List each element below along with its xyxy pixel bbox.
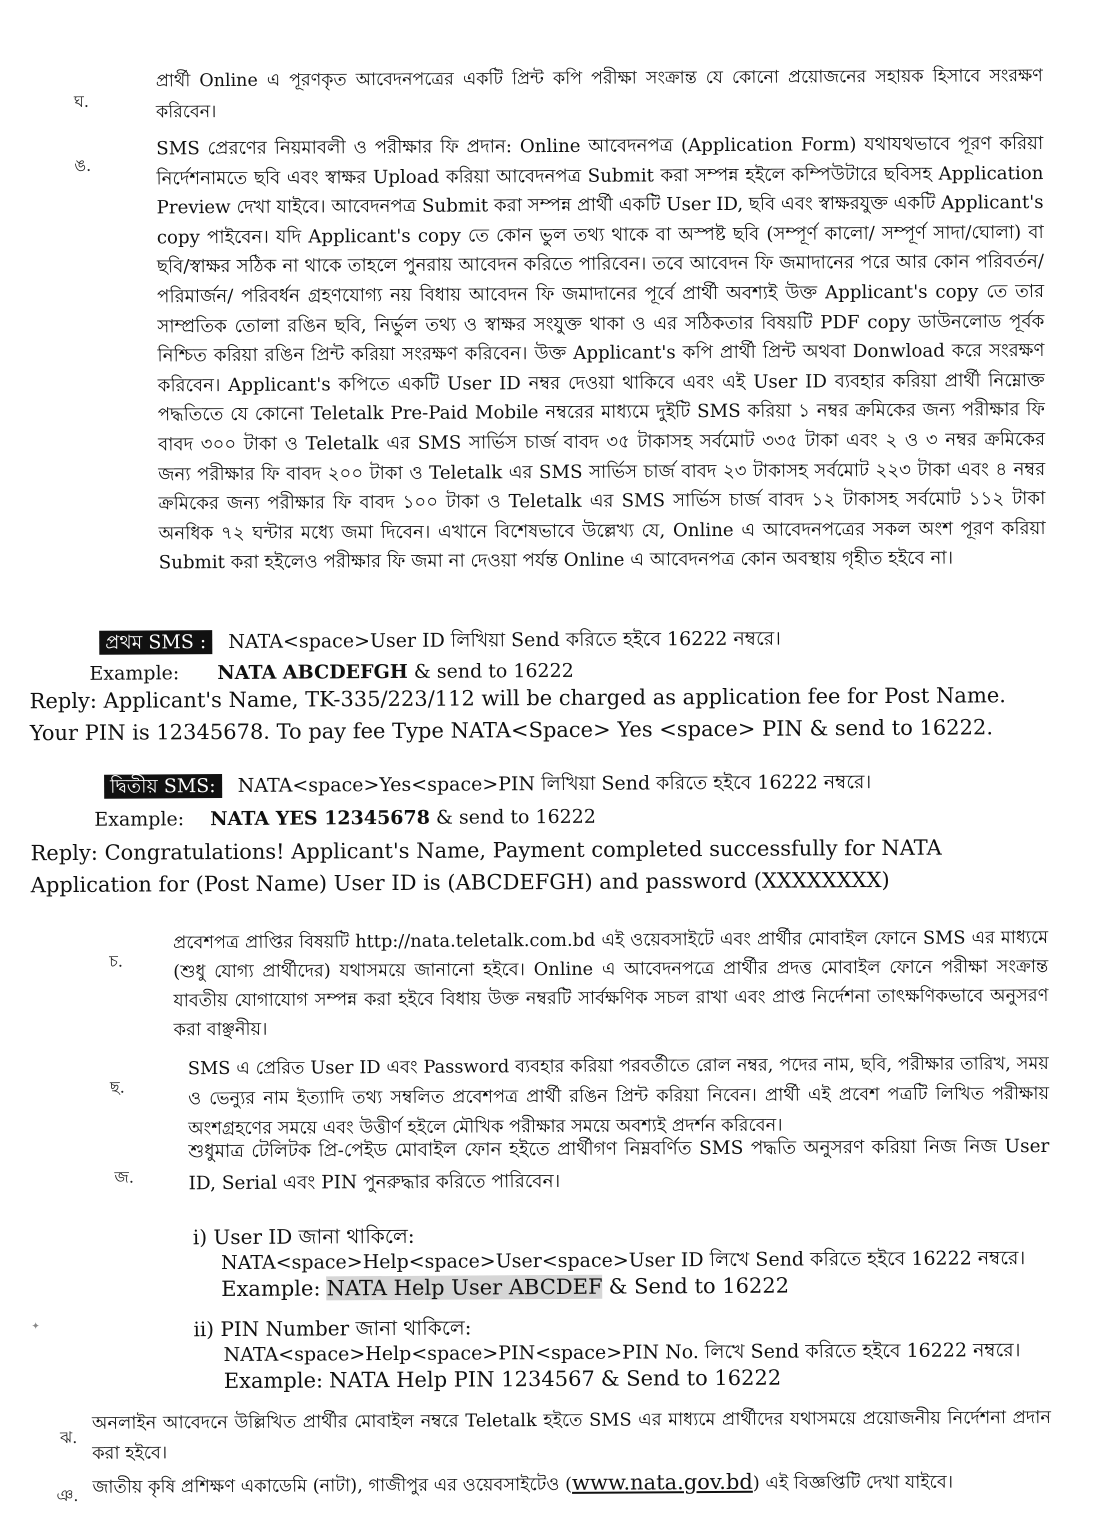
sms1-label: প্রথম SMS : [99,630,212,655]
item-text-chha: SMS এ প্রেরিত User ID এবং Password ব্যবহার করিয়া পরবর্তীতে রোল নম্বর, পদের নাম, ছবি, পরীক্ষার তারিখ, সময় ও ভেন্যুর নাম ইত্যাদি তথ্য সম্বলিত প্রবেশপত্র প্রার্থী রঙিন প্রিন্ট করিয়া নিবেন। প্রার্থী এই প্রবেশ পত্রটি লিখিত পরীক্ষায় অংশগ্রহণের সময়ে এবং উত্তীর্ণ হইলে মৌখিক পরীক্ষার সময়ে অবশ্যই প্রদর্শন করিবেন। [187,1052,1050,1140]
recovery-i-example [221,1273,789,1303]
sms2-instruction: NATA<space>Yes<space>PIN লিখিয়া Send করিতে হইবে 16222 নম্বরে। [237,771,872,797]
recovery-i-example-label: Example: [221,1276,321,1302]
sms1-example-tail: & send to 16222 [413,659,574,683]
sms1-example-label: Example: [89,662,180,685]
scan-speck: ✦ [31,1321,40,1333]
item-mark-uma: ঙ. [74,155,92,175]
nata-website-link[interactable]: www.nata.gov.bd [571,1469,753,1495]
item-text-ja: শুধুমাত্র টেলিটক প্রি-পেইড মোবাইল ফোন হইতে প্রার্থীগণ নিম্নবর্ণিত SMS পদ্ধতি অনুসরণ করিয়া নিজ নিজ User ID, Serial এবং PIN পুনরুদ্ধার করিতে পারিবেন। [188,1135,1050,1195]
sms1-example-code: NATA ABCDEFGH [217,660,408,685]
item-text-jha: অনলাইন আবেদনে উল্লিখিত প্রার্থীর মোবাইল নম্বরে Teletalk হইতে SMS এর মাধ্যমে প্রার্থীদের যথাসময়ে প্রয়োজনীয় নির্দেশনা প্রদান করা হইবে। [91,1406,1052,1464]
sms2-example-code: NATA YES 12345678 [210,806,430,831]
recovery-ii-example-tail: & Send to 16222 [600,1365,782,1391]
sms2-example-label: Example: [94,808,185,831]
recovery-i-cmd: NATA<space>Help<space>User<space>User ID লিখে Send করিতে হইবে 16222 নম্বরে। [220,1247,1026,1275]
recovery-ii-example [224,1365,782,1395]
item-mark-gha: ঘ. [73,91,89,111]
sms1-reply: Reply: Applicant's Name, TK-335/223/112 will be charged as application fee for Post Name. Your PIN is 12345678. To pay fee Type NATA<Space> Yes <space> PIN & send to 16222. [29,683,1006,746]
recovery-i-example-code: NATA Help User ABCDEF [326,1274,603,1301]
sms2-line [104,768,871,805]
sms2-example-tail: & send to 16222 [435,805,596,829]
item-text-nya-before: জাতীয় কৃষি প্রশিক্ষণ একাডেমি (নাটা), গাজীপুর এর ওয়েবসাইটেও ( [92,1473,573,1498]
item-text-gha: প্রার্থী Online এ পূরণকৃত আবেদনপত্রের একটি প্রিন্ট কপি পরীক্ষা সংক্রান্ত যে কোনো প্রয়োজনের সহায়ক হিসাবে সংরক্ষণ করিবেন। [155,65,1043,123]
recovery-ii-example-code: NATA Help PIN 1234567 [329,1366,595,1393]
recovery-ii-cmd: NATA<space>Help<space>PIN<space>PIN No. লিখে Send করিতে হইবে 16222 নম্বরে। [223,1339,1021,1367]
recovery-ii-example-label: Example: [223,1368,324,1394]
sms1-instruction: NATA<space>User ID লিখিয়া Send করিতে হইবে 16222 নম্বরে। [228,627,781,653]
sms2-reply: Reply: Congratulations! Applicant's Name, Payment completed successfully for NATA Application for (Post Name) User ID is (ABCDEFGH) and password (XXXXXXXX) [30,835,942,898]
item-mark-chha: ছ. [109,1077,125,1097]
item-mark-nya: ঞ. [56,1485,79,1506]
sms1-line [99,625,781,661]
item-text-nya [92,1468,953,1504]
recovery-i-title: i) User ID জানা থাকিলে: [192,1223,415,1250]
sms1-example [89,660,573,685]
recovery-ii-title: ii) PIN Number জানা থাকিলে: [193,1315,472,1342]
item-mark-cha: চ. [109,951,123,971]
item-text-uma: SMS প্রেরণের নিয়মাবলী ও পরীক্ষার ফি প্রদান: Online আবেদনপত্র (Application Form) যথাযথভাবে পূরণ করিয়া নির্দেশনামতে ছবি এবং স্বাক্ষর Upload করিয়া আবেদনপত্র Submit করা সম্পন্ন হইলে কম্পিউটারে ছবিসহ Application Preview দেখা যাইবে। আবেদনপত্র Submit করা সম্পন্ন প্রার্থী একটি User ID, ছবি এবং স্বাক্ষরযুক্ত একটি Applicant's copy পাইবেন। যদি Applicant's copy তে কোন ভুল তথ্য থাকে বা অস্পষ্ট ছবি (সম্পূর্ণ কালো/ সম্পূর্ণ সাদা/ঘোলা) বা ছবি/স্বাক্ষর সঠিক না থাকে তাহলে পুনরায় আবেদন করিতে পারিবেন। তবে আবেদন ফি জমাদানের পরে আর কোন পরিবর্তন/পরিমার্জন/ পরিবর্ধন গ্রহণযোগ্য নয় বিধায় আবেদন ফি জমাদানের পূর্বে প্রার্থী অবশ্যই উক্ত Applicant's copy তে তার সাম্প্রতিক তোলা রঙিন ছবি, নির্ভুল তথ্য ও স্বাক্ষর সংযুক্ত থাকা ও এর সঠিকতার বিষয়টি PDF copy ডাউনলোড পূর্বক নিশ্চিত করিয়া রঙিন প্রিন্ট করিয়া সংরক্ষণ করিবেন। উক্ত Applicant's কপি প্রার্থী প্রিন্ট অথবা Donwload করে সংরক্ষণ করিবেন। Applicant's কপিতে একটি User ID নম্বর দেওয়া থাকিবে এবং এই User ID ব্যবহার করিয়া প্রার্থী নিম্নোক্ত পদ্ধতিতে যে কোনো Teletalk Pre-Paid Mobile নম্বরের মাধ্যমে দুইটি SMS করিয়া ১ নম্বর ক্রমিকের জন্য পরীক্ষার ফি বাবদ ৩০০ টাকা ও Teletalk এর SMS সার্ভিস চার্জ বাবদ ৩৫ টাকাসহ সর্বমোট ৩৩৫ টাকা এবং ২ ও ৩ নম্বর ক্রমিকের জন্য পরীক্ষার ফি বাবদ ২০০ টাকা ও Teletalk এর SMS সার্ভিস চার্জ বাবদ ২৩ টাকাসহ সর্বমোট ২২৩ টাকা এবং ৪ নম্বর ক্রমিকের জন্য পরীক্ষার ফি বাবদ ১০০ টাকা ও Teletalk এর SMS সার্ভিস চার্জ বাবদ ১২ টাকাসহ সর্বমোট ১১২ টাকা অনধিক ৭২ ঘন্টার মধ্যে জমা দিবেন। এখানে বিশেষভাবে উল্লেখ্য যে, Online এ আবেদনপত্রের সকল অংশ পূরণ করিয়া Submit করা হইলেও পরীক্ষার ফি জমা না দেওয়া পর্যন্ত Online এ আবেদনপত্র কোন অবস্থায় গৃহীত হইবে না। [156,132,1046,574]
item-mark-ja: জ. [114,1167,134,1187]
sms2-example [94,806,596,831]
item-text-cha: প্রবেশপত্র প্রাপ্তির বিষয়টি http://nata.teletalk.com.bd এই ওয়েবসাইটে এবং প্রার্থীর মোবাইল ফোনে SMS এর মাধ্যমে (শুধু যোগ্য প্রার্থীদের) যথাসময়ে জানানো হইবে। Online এ আবেদনপত্রে প্রার্থীর প্রদত্ত মোবাইল ফোনে পরীক্ষা সংক্রান্ত যাবতীয় যোগাযোগ সম্পন্ন করা হইবে বিধায় উক্ত নম্বরটি সার্বক্ষণিক সচল রাখা এবং প্রাপ্ত নির্দেশনা তাৎক্ষণিকভাবে অনুসরণ করা বাঞ্ছনীয়। [173,926,1049,1041]
item-mark-jha: ঝ. [60,1427,78,1448]
item-text-nya-after: ) এই বিজ্ঞপ্তিটি দেখা যাইবে। [752,1471,954,1494]
recovery-i-example-tail: & Send to 16222 [608,1273,790,1299]
sms2-label: দ্বিতীয় SMS: [104,774,222,799]
